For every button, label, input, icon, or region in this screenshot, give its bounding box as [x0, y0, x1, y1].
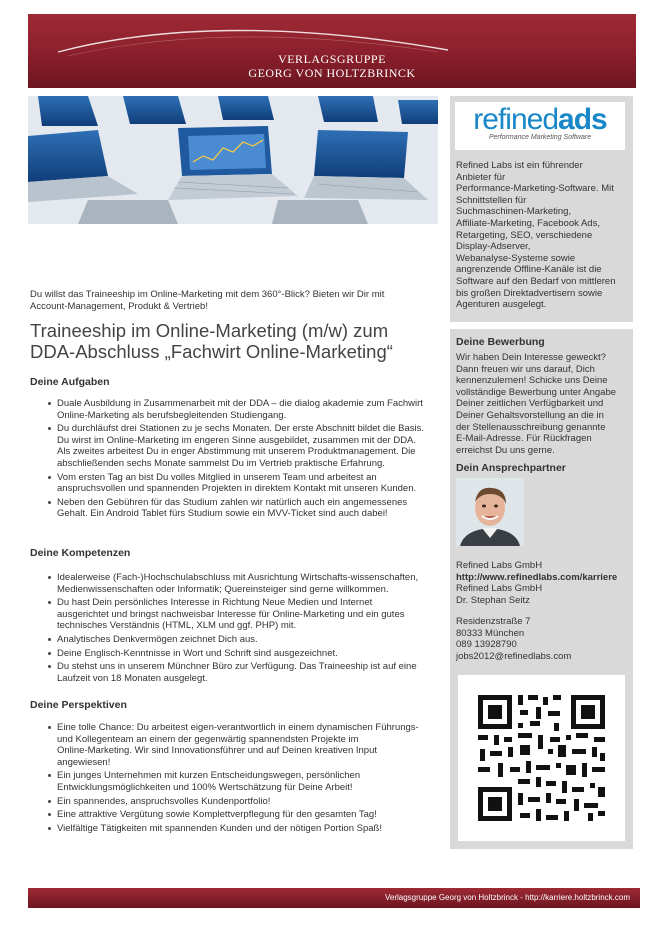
address-street: Residenzstraße 7: [456, 616, 531, 627]
about-line: Refined Labs ist ein führender: [456, 160, 583, 171]
bewerbung-line: Wir haben Dein Interesse geweckt?: [456, 352, 606, 363]
footer-text: Verlagsgruppe Georg von Holtzbrinck - http://karriere.holtzbrinck.com: [385, 893, 630, 902]
about-line: Agenturen ausgelegt.: [456, 299, 547, 311]
about-line: Suchmaschinen-Marketing,: [456, 206, 572, 218]
about-line: Affiliate-Marketing, Facebook Ads,: [456, 217, 600, 229]
about-line: Software auf den Bedarf von mittleren: [456, 275, 616, 287]
footer-bar: [28, 888, 640, 908]
list-item: Eine tolle Chance: Du arbeitest eigen-verantwortlich in einem dynamischen Führungs- und Kollegenteam an einem der gegenwärtig spannendsten Projekte im Online-Marketing. Wir sind Innovationsführer und auf Deinen kreativen Input angewiesen!: [48, 722, 419, 768]
intro-line: Du willst das Traineeship im Online-Marketing mit dem 360°-Blick? Bieten wir Dir mit: [30, 289, 385, 300]
list-item: Du hast Dein persönliches Interesse in Richtung Neue Medien und Internet ausgerichtet und bringst nachweisbar Interesse für Online-Marketing und ein gutes technisches Verständnis (HTML, XLM und ggf. PHP) mit.: [48, 597, 418, 632]
list-item: Neben den Gebühren für das Studium zahlen wir natürlich auch ein angemessenes Gehalt. Ein Android Tablet fürs Studium sowie ein MVV-Ticket sind auch dabei!: [48, 497, 424, 520]
contact-phone: 089 13928790: [456, 639, 517, 651]
contact-address: [456, 616, 630, 662]
about-line: Webanalyse-Systeme sowie: [456, 252, 576, 264]
list-item: Idealerweise (Fach-)Hochschulabschluss mit Ausrichtung Wirtschafts-wissenschaften, Medienwissenschaften oder Informatik; Quereinsteiger sind gerne willkommen.: [48, 572, 418, 595]
list-item: Eine attraktive Vergütung sowie Komplettverpflegung für den gesamten Tag!: [48, 809, 419, 821]
about-line: angrenzende Offline-Kanäle ist die: [456, 264, 602, 276]
header-banner: [28, 14, 636, 88]
perspektiven-heading: Deine Perspektiven: [30, 699, 127, 711]
brand-line-2: GEORG VON HOLTZBRINCK: [248, 66, 416, 80]
bewerbung-line: vollständige Bewerbung unter Angabe: [456, 386, 617, 398]
laptops-illustration-icon: [28, 96, 438, 224]
bewerbung-text: [456, 352, 630, 456]
contact-person-name: Dr. Stephan Seitz: [456, 594, 530, 606]
bewerbung-line: E-Mail-Adresse. Für Rückfragen: [456, 433, 592, 445]
job-title-line: Traineeship im Online-Marketing (m/w) zum: [30, 320, 389, 341]
kompetenzen-list: [48, 572, 418, 686]
bewerbung-line: Deiner Gehaltsvorstellung an die in: [456, 409, 604, 421]
contact-person-photo: [456, 478, 524, 546]
bewerbung-line: erreichst Du uns gerne.: [456, 444, 555, 456]
sidebar-divider: [450, 322, 633, 329]
contact-email-link[interactable]: jobs2012@refinedlabs.com: [456, 650, 572, 662]
about-line: Anbieter für: [456, 171, 506, 183]
list-item: Du durchläufst drei Stationen zu je sechs Monaten. Der erste Abschnitt bildet die Basis. Du wirst im Online-Marketing im engeren Sinne ausgebildet, zusammen mit der DDA. Als zweites arbeitest Du in enger Abstimmung mit unserem Produktmanagement. Die abschließenden sechs Monate sammelst Du im Vertrieb praktische Erfahrung.: [48, 423, 424, 469]
person-portrait-icon: [456, 478, 524, 546]
contact-details: [456, 560, 630, 606]
intro-line: Account-Management, Produkt & Vertrieb!: [30, 300, 208, 312]
bewerbung-line: Deiner zeitlichen Verfügbarkeit und: [456, 398, 604, 410]
brand-line-1: VERLAGSGRUPPE: [278, 52, 386, 66]
about-line: Performance-Marketing-Software. Mit: [456, 183, 614, 195]
list-item: Deine Englisch-Kenntnisse in Wort und Schrift sind ausgezeichnet.: [48, 648, 418, 660]
qr-code-icon: [458, 675, 625, 841]
qr-code: [458, 675, 625, 841]
list-item: Vom ersten Tag an bist Du volles Mitglied in unserem Team und arbeitest an anspruchsvollen und spannenden Projekten in direktem Kontakt mit unseren Kunden.: [48, 472, 424, 495]
refinedads-logo: [455, 102, 625, 150]
aufgaben-heading: Deine Aufgaben: [30, 376, 110, 388]
ansprechpartner-heading: Dein Ansprechpartner: [456, 462, 566, 474]
about-line: Retargeting, SEO, verschiedene: [456, 229, 593, 241]
aufgaben-list: [48, 398, 424, 522]
contact-company-2: Refined Labs GmbH: [456, 583, 543, 595]
logo-part-2: ads: [558, 103, 607, 136]
job-title-line: DDA-Abschluss „Fachwirt Online-Marketing“: [30, 341, 393, 362]
contact-url-link[interactable]: http://www.refinedlabs.com/karriere: [456, 571, 618, 583]
bewerbung-line: kennenzulernen! Schicke uns Deine: [456, 375, 608, 387]
about-line: bis großen Direktadvertisern sowie: [456, 287, 603, 299]
about-line: Display-Adserver,: [456, 241, 531, 253]
logo-part-1: refined: [473, 103, 559, 136]
list-item: Du stehst uns in unserem Münchner Büro zur Verfügung. Das Traineeship ist auf eine Laufzeit von 18 Monaten ausgelegt.: [48, 661, 418, 684]
company-description: [456, 160, 630, 311]
hero-laptops-image: [28, 96, 438, 224]
list-item: Ein junges Unternehmen mit kurzen Entscheidungswegen, persönlichen Entwicklungsmöglichkeiten und 100% Wertschätzung für Deine Arbeit!: [48, 770, 419, 793]
bewerbung-line: der Stellenausschreibung genannte: [456, 421, 606, 433]
intro-text: [30, 289, 384, 312]
list-item: Ein spannendes, anspruchsvolles Kundenportfolio!: [48, 796, 419, 808]
job-title: [30, 320, 393, 362]
list-item: Analytisches Denkvermögen zeichnet Dich aus.: [48, 634, 418, 646]
address-city: 80333 München: [456, 627, 525, 639]
logo-subtitle: Performance Marketing Software: [488, 134, 592, 141]
list-item: Vielfältige Tätigkeiten mit spannenden Kunden und der nötigen Portion Spaß!: [48, 823, 419, 835]
bewerbung-line: Dann freuen wir uns darauf, Dich: [456, 363, 595, 375]
kompetenzen-heading: Deine Kompetenzen: [30, 547, 131, 559]
list-item: Duale Ausbildung in Zusammenarbeit mit der DDA – die dialog akademie zum Fachwirt Online-Marketing als berufsbegleitenden Studiengang.: [48, 398, 424, 421]
contact-company: Refined Labs GmbH: [456, 560, 543, 571]
perspektiven-list: [48, 722, 419, 836]
about-line: Schnittstellen für: [456, 194, 527, 206]
bewerbung-heading: Deine Bewerbung: [456, 336, 545, 348]
